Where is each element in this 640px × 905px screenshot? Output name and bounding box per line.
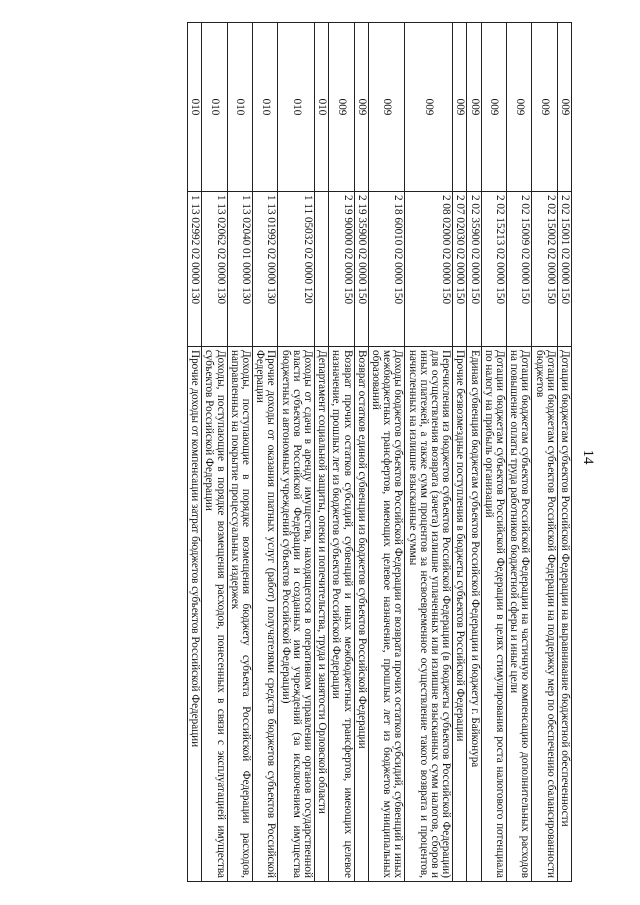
- admin-code-cell: 009: [467, 23, 481, 192]
- table-row: [557, 23, 571, 882]
- revenue-name-cell: Департамент социальной защиты, опеки и попечительства, труда и занятости Орловской области: [314, 347, 328, 882]
- table-row: [453, 23, 467, 882]
- budget-code-cell: 2 07 02030 02 0000 150: [453, 192, 467, 347]
- table-row: [368, 23, 405, 882]
- budget-code-cell: 2 18 60010 02 0000 150: [368, 192, 405, 347]
- budget-code-cell: 2 02 35900 02 0000 150: [467, 192, 481, 347]
- revenue-codes-table: [187, 22, 572, 882]
- admin-code-cell: 010: [278, 23, 315, 192]
- budget-code-cell: 2 19 35900 02 0000 150: [354, 192, 368, 347]
- admin-code-cell: 009: [453, 23, 467, 192]
- table-body: [187, 23, 571, 882]
- revenue-name-cell: Перечисления из бюджетов субъектов Российской Федерации (в бюджеты субъектов Российской Федерации) для осуществления возврата (зачета) излишне уплаченных или излишне взысканных сумм налогов, сборов и иных платежей, а также сумм процентов за несвоевременное осуществление такого возврата и процентов, начисленных на излишне взысканные суммы: [405, 347, 453, 882]
- table-row: [278, 23, 315, 882]
- admin-code-cell: 009: [532, 23, 557, 192]
- admin-code-cell: 010: [227, 23, 252, 192]
- rotated-content: [56, 22, 596, 882]
- table-row: [227, 23, 252, 882]
- revenue-name-cell: Доходы, поступающие в порядке возмещения бюджету субъекта Российской Федерации расходов, направленных на покрытие процессуальных издержек: [227, 347, 252, 882]
- table-row: [405, 23, 453, 882]
- budget-code-cell: 2 02 15009 02 0000 150: [506, 192, 531, 347]
- admin-code-cell: 010: [202, 23, 227, 192]
- budget-code-cell: 1 13 02040 01 0000 130: [227, 192, 252, 347]
- budget-code-cell: 1 13 02062 02 0000 130: [202, 192, 227, 347]
- admin-code-cell: 009: [329, 23, 354, 192]
- table-row: [506, 23, 531, 882]
- admin-code-cell: 009: [354, 23, 368, 192]
- admin-code-cell: 010: [314, 23, 328, 192]
- table-row: [467, 23, 481, 882]
- table-row: [354, 23, 368, 882]
- budget-code-cell: 1 13 01992 02 0000 130: [252, 192, 277, 347]
- table-row: [532, 23, 557, 882]
- revenue-name-cell: Дотации бюджетам субъектов Российской Федерации на поддержку мер по обеспечению сбалансированности бюджетов: [532, 347, 557, 882]
- revenue-name-cell: Дотации бюджетам субъектов Российской Федерации на выравнивание бюджетной обеспеченности: [557, 347, 571, 882]
- admin-code-cell: 009: [481, 23, 506, 192]
- budget-code-cell: 1 11 05032 02 0000 120: [278, 192, 315, 347]
- table-row: [314, 23, 328, 882]
- revenue-name-cell: Доходы от сдачи в аренду имущества, находящегося в оперативном управлении органов государственной власти субъектов Российской Федерации и созданных ими учреждений (за исключением имущества бюджетных и автономных учреждений субъектов Российской Федерации): [278, 347, 315, 882]
- budget-code-cell: 2 02 15213 02 0000 150: [481, 192, 506, 347]
- admin-code-cell: 009: [405, 23, 453, 192]
- revenue-name-cell: Прочие доходы от оказания платных услуг (работ) получателями средств бюджетов субъектов Российской Федерации: [252, 347, 277, 882]
- admin-code-cell: 010: [252, 23, 277, 192]
- table-row: [329, 23, 354, 882]
- revenue-name-cell: Прочие доходы от компенсации затрат бюджетов субъектов Российской Федерации: [187, 347, 201, 882]
- table-row: [187, 23, 201, 882]
- budget-code-cell: 2 02 15002 02 0000 150: [532, 192, 557, 347]
- revenue-name-cell: Доходы, поступающие в порядке возмещения расходов, понесенных в связи с эксплуатацией имущества субъектов Российской Федерации: [202, 347, 227, 882]
- admin-code-cell: 009: [506, 23, 531, 192]
- page-number: 14: [580, 449, 596, 465]
- revenue-name-cell: Дотации бюджетам субъектов Российской Федерации на частичную компенсацию дополнительных расходов на повышение оплаты труда работников бюджетной сферы и иные цели: [506, 347, 531, 882]
- revenue-name-cell: Прочие безвозмездные поступления в бюджеты субъектов Российской Федерации: [453, 347, 467, 882]
- budget-code-cell: 1 13 02992 02 0000 130: [187, 192, 201, 347]
- revenue-name-cell: Доходы бюджетов субъектов Российской Федерации от возврата прочих остатков субсидий, субвенций и иных межбюджетных трансфертов, имеющих целевое назначение, прошлых лет из бюджетов муниципальных образований: [368, 347, 405, 882]
- table-row: [252, 23, 277, 882]
- budget-code-cell: [314, 192, 328, 347]
- admin-code-cell: 009: [557, 23, 571, 192]
- budget-code-cell: 2 08 02000 02 0000 150: [405, 192, 453, 347]
- admin-code-cell: 009: [368, 23, 405, 192]
- revenue-name-cell: Дотации бюджетам субъектов Российской Федерации в целях стимулирования роста налогового потенциала по налогу на прибыль организаций: [481, 347, 506, 882]
- budget-code-cell: 2 19 90000 02 0000 150: [329, 192, 354, 347]
- admin-code-cell: 010: [187, 23, 201, 192]
- revenue-name-cell: Единая субвенция бюджетам субъектов Российской Федерации и бюджету г. Байконура: [467, 347, 481, 882]
- budget-code-cell: 2 02 15001 02 0000 150: [557, 192, 571, 347]
- revenue-name-cell: Возврат остатков единой субвенции из бюджетов субъектов Российской Федерации: [354, 347, 368, 882]
- revenue-name-cell: Возврат прочих остатков субсидий, субвенций и иных межбюджетных трансфертов, имеющих целевое назначение, прошлых лет из бюджетов субъектов Российской Федерации: [329, 347, 354, 882]
- table-row: [202, 23, 227, 882]
- table-row: [481, 23, 506, 882]
